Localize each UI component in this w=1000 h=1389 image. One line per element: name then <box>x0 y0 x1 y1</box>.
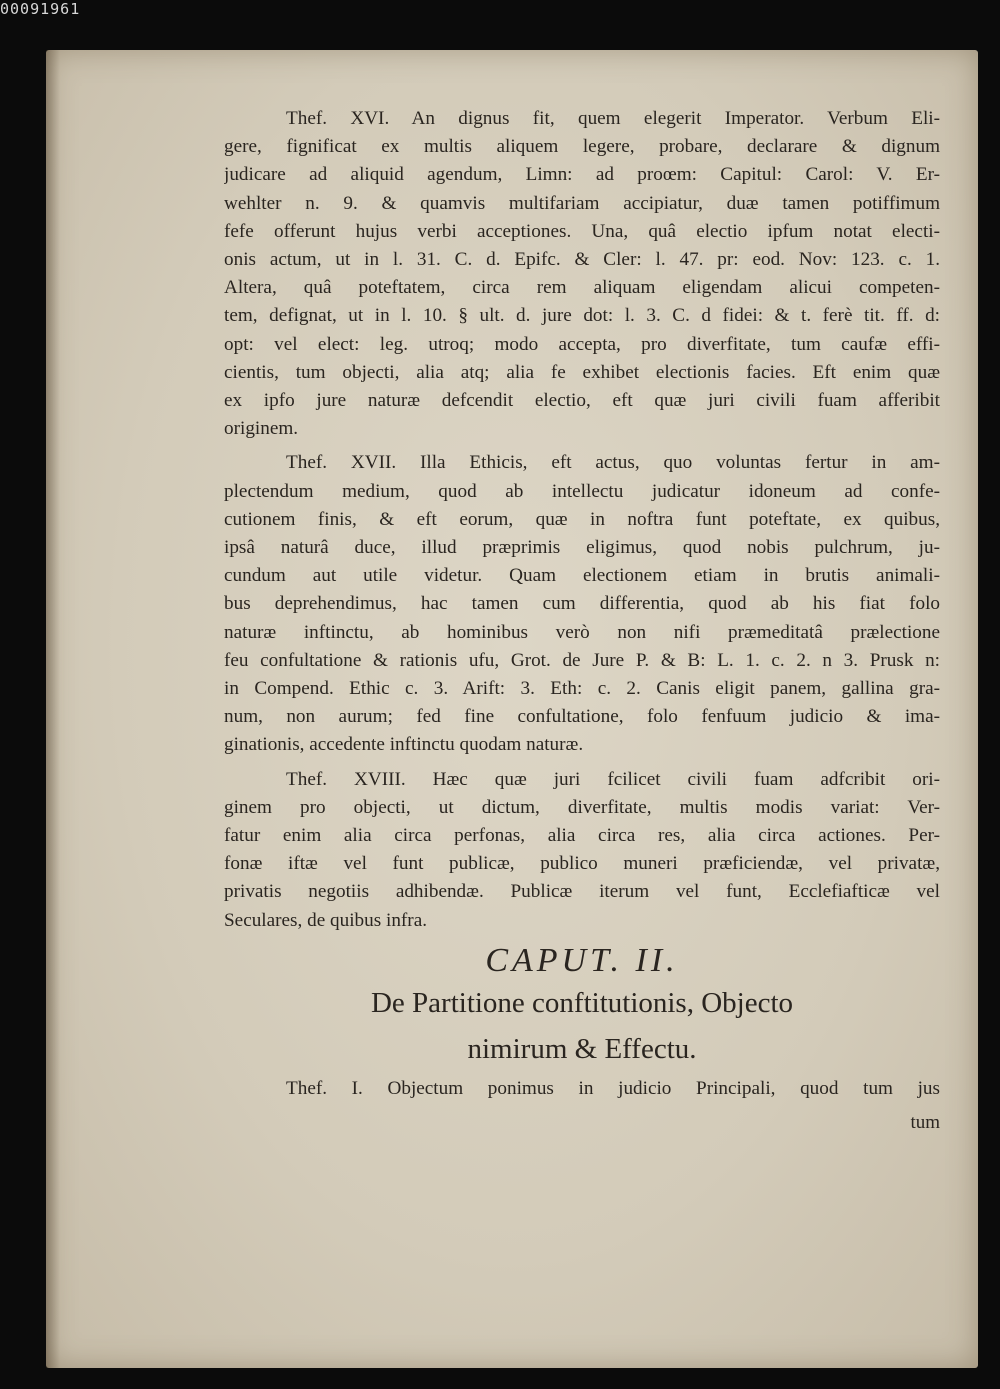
chapter-subtitle-line-2: nimirum & Effectu. <box>467 1033 697 1066</box>
thes16-line: ex ipfo jure naturæ defcendit electio, eft quæ juri civili fuam afferibit <box>224 390 940 412</box>
thes16-line: opt: vel elect: leg. utroq; modo accepta, pro diverfitate, tum caufæ effi- <box>224 333 940 355</box>
thesis-18 <box>224 766 940 935</box>
thes18-line: ginem pro objecti, ut dictum, diverfitate, multis modis variat: Ver- <box>224 796 940 818</box>
thes17-line: in Compend. Ethic c. 3. Arift: 3. Eth: c. 2. Canis eligit panem, gallina gra- <box>224 678 940 700</box>
thes16-line: onis actum, ut in l. 31. C. d. Epifc. & Cler: l. 47. pr: eod. Nov: 123. c. 1. <box>224 249 940 271</box>
thes16-line: wehlter n. 9. & quamvis multifariam accipiatur, duæ tamen potiffimum <box>224 192 940 214</box>
thes17-line: cutionem finis, & eft eorum, quæ in noftra funt poteftate, ex quibus, <box>224 508 940 530</box>
scan-label: 00091961 <box>0 0 81 18</box>
thes16-line: Thef. XVI. An dignus fit, quem elegerit Imperator. Verbum Eli- <box>286 108 940 129</box>
thes16-line: fefe offerunt hujus verbi acceptiones. Una, quâ electio ipfum notat electi- <box>224 220 940 242</box>
thes18-line: fonæ iftæ vel funt publicæ, publico muneri præficiendæ, vel privatæ, <box>224 853 940 875</box>
thes16-line: gere, fignificat ex multis aliquem legere, probare, declarare & dignum <box>224 136 940 158</box>
thes16-line: judicare ad aliquid agendum, Limn: ad proœm: Capitul: Carol: V. Er- <box>224 164 940 186</box>
thes18-line: Seculares, de quibus infra. <box>224 909 428 931</box>
thesis-17 <box>224 449 940 759</box>
page-text-block <box>224 105 940 1138</box>
thes16-line: tem, defignat, ut in l. 10. § ult. d. jure dot: l. 3. C. d fidei: & t. ferè tit. ff. d: <box>224 305 940 327</box>
thes17-line: bus deprehendimus, hac tamen cum differentia, quod ab his fiat folo <box>224 593 940 615</box>
thes16-line: Altera, quâ poteftatem, circa rem aliquam eligendam alicui competen- <box>224 277 940 299</box>
thes17-line: naturæ inftinctu, ab hominibus verò non nifi præmeditatâ prælectione <box>224 621 940 643</box>
thes16-line: originem. <box>224 418 299 440</box>
thes17-line: ipsâ naturâ duce, illud præprimis eligimus, quod nobis pulchrum, ju- <box>224 537 940 559</box>
thes17-line: cundum aut utile videtur. Quam electionem etiam in brutis animali- <box>224 565 940 587</box>
catchword: tum <box>910 1112 940 1134</box>
chapter-subtitle-line-1: De Partitione conftitutionis, Objecto <box>370 987 794 1020</box>
thesis-1 <box>224 1075 940 1103</box>
thes17-line: num, non aurum; fed fine confultatione, folo fenfuum judicio & ima- <box>224 706 940 728</box>
thes17-line: feu confultatione & rationis ufu, Grot. de Jure P. & B: L. 1. c. 2. n 3. Prusk n: <box>224 649 940 671</box>
thesis-1-line: Thef. I. Objectum ponimus in judicio Principali, quod tum jus <box>286 1078 940 1100</box>
thes17-line: ginationis, accedente inftinctu quodam naturæ. <box>224 734 584 756</box>
thes16-line: cientis, tum objecti, alia atq; alia fe exhibet electionis facies. Eft enim quæ <box>224 361 940 383</box>
thes17-line: Thef. XVII. Illa Ethicis, eft actus, quo voluntas fertur in am- <box>286 452 940 474</box>
thesis-16 <box>224 105 940 443</box>
thes17-line: plectendum medium, quod ab intellectu judicatur idoneum ad confe- <box>224 480 940 502</box>
thes18-line: Thef. XVIII. Hæc quæ juri fcilicet civili fuam adfcribit ori- <box>286 768 940 790</box>
thes18-line: fatur enim alia circa perfonas, alia circa res, alia circa actiones. Per- <box>224 825 940 847</box>
chapter-heading: CAPUT. II. <box>485 941 679 979</box>
thes18-line: privatis negotiis adhibendæ. Publicæ iterum vel funt, Ecclefiafticæ vel <box>224 881 940 903</box>
